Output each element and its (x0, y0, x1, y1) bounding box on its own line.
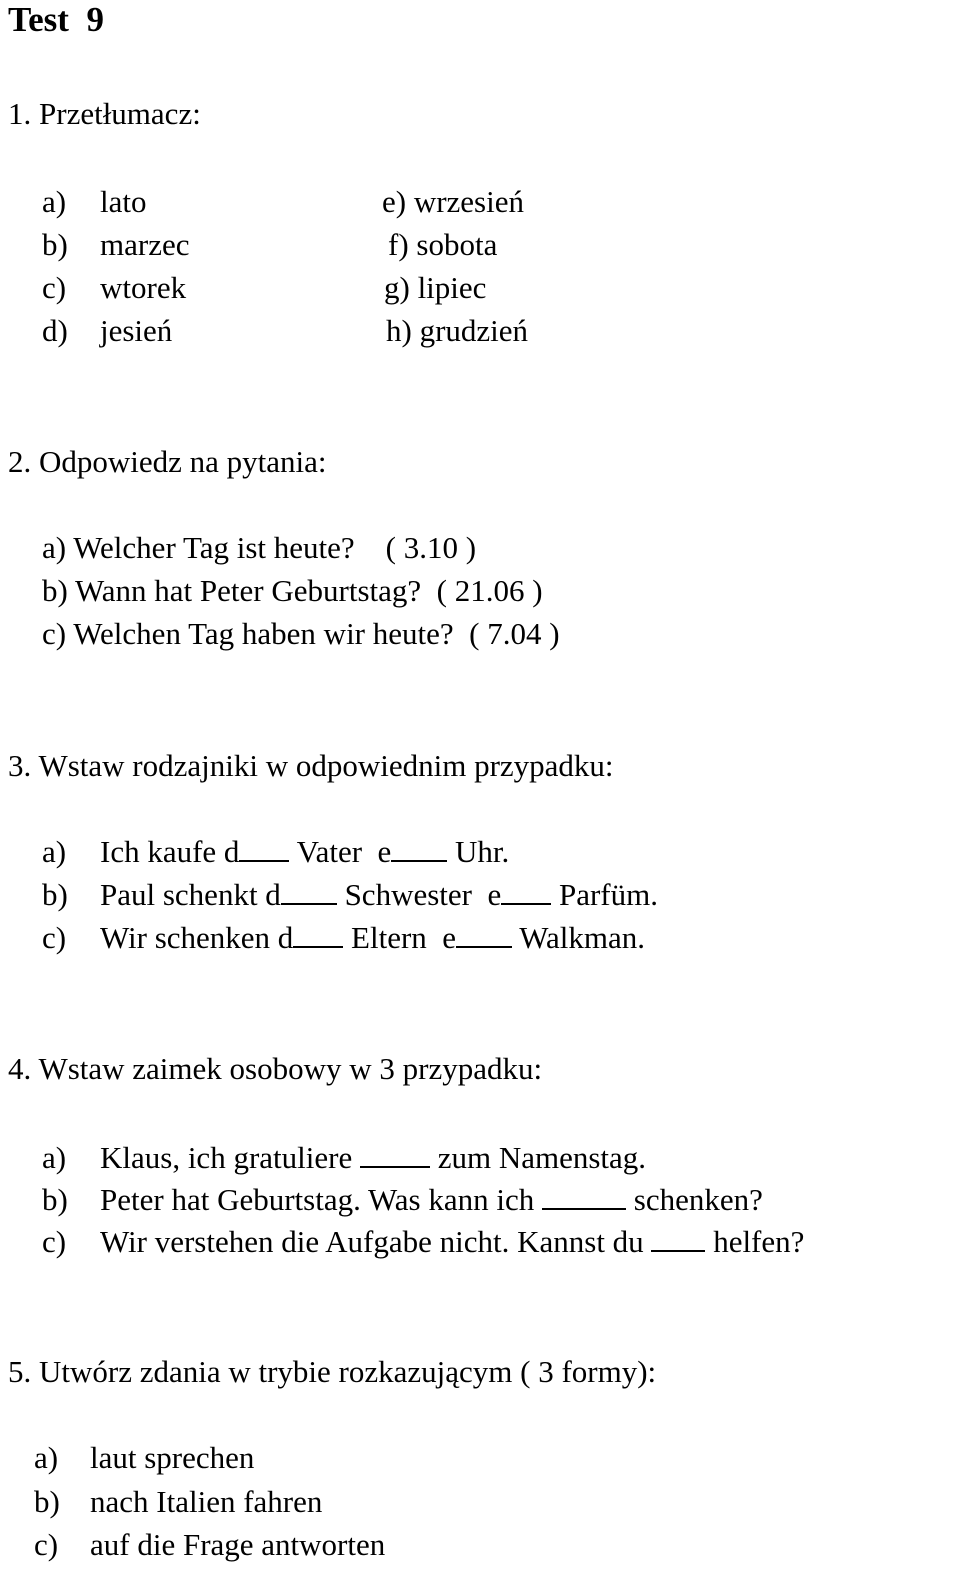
s5-b-letter: b) (34, 1484, 60, 1519)
blank (293, 922, 343, 948)
section-1-heading: 1. Przetłumacz: (8, 96, 201, 131)
blank (239, 836, 289, 862)
s4-b-letter: b) (42, 1182, 68, 1217)
section-2-heading: 2. Odpowiedz na pytania: (8, 444, 327, 479)
s3-c-letter: c) (42, 920, 67, 955)
blank (360, 1142, 430, 1168)
s4-a-letter: a) (42, 1140, 67, 1175)
s1-d-letter: d) (42, 313, 68, 348)
s3-c-sentence: Wir schenken d Eltern e Walkman. (100, 920, 646, 955)
blank (456, 922, 512, 948)
s1-g-item: g) lipiec (384, 270, 487, 305)
s3-a-letter: a) (42, 834, 67, 869)
section-5-heading: 5. Utwórz zdania w trybie rozkazującym ( 3 formy): (8, 1354, 657, 1389)
blank (391, 836, 447, 862)
s3-b-letter: b) (42, 877, 68, 912)
s5-b-text: nach Italien fahren (90, 1484, 323, 1519)
s4-c-letter: c) (42, 1224, 67, 1259)
s1-h-item: h) grudzień (386, 313, 529, 348)
s3-a-sentence: Ich kaufe d Vater e Uhr. (100, 834, 510, 869)
s1-c-letter: c) (42, 270, 67, 305)
s2-c-question: c) Welchen Tag haben wir heute? ( 7.04 ) (42, 616, 560, 651)
s4-c-sentence: Wir verstehen die Aufgabe nicht. Kannst du helfen? (100, 1224, 805, 1259)
s1-c-word: wtorek (100, 270, 187, 305)
s2-b-question: b) Wann hat Peter Geburtstag? ( 21.06 ) (42, 573, 543, 608)
blank (501, 879, 551, 905)
s1-d-word: jesień (100, 313, 173, 348)
s1-f-item: f) sobota (388, 227, 498, 262)
s5-c-letter: c) (34, 1527, 59, 1562)
s5-a-letter: a) (34, 1440, 59, 1475)
blank (651, 1226, 705, 1252)
s3-b-sentence: Paul schenkt d Schwester e Parfüm. (100, 877, 658, 912)
s5-a-text: laut sprechen (90, 1440, 255, 1475)
blank (281, 879, 337, 905)
s1-b-letter: b) (42, 227, 68, 262)
section-3-heading: 3. Wstaw rodzajniki w odpowiednim przypadku: (8, 748, 614, 783)
s4-a-sentence: Klaus, ich gratuliere zum Namenstag. (100, 1140, 647, 1175)
s1-e-item: e) wrzesień (382, 184, 524, 219)
blank (542, 1184, 626, 1210)
s1-a-word: lato (100, 184, 147, 219)
s1-b-word: marzec (100, 227, 190, 262)
s2-a-question: a) Welcher Tag ist heute? ( 3.10 ) (42, 530, 477, 565)
s5-c-text: auf die Frage antworten (90, 1527, 386, 1562)
test-title: Test 9 (8, 0, 104, 39)
section-4-heading: 4. Wstaw zaimek osobowy w 3 przypadku: (8, 1051, 543, 1086)
s1-a-letter: a) (42, 184, 67, 219)
s4-b-sentence: Peter hat Geburtstag. Was kann ich schenken? (100, 1182, 763, 1217)
